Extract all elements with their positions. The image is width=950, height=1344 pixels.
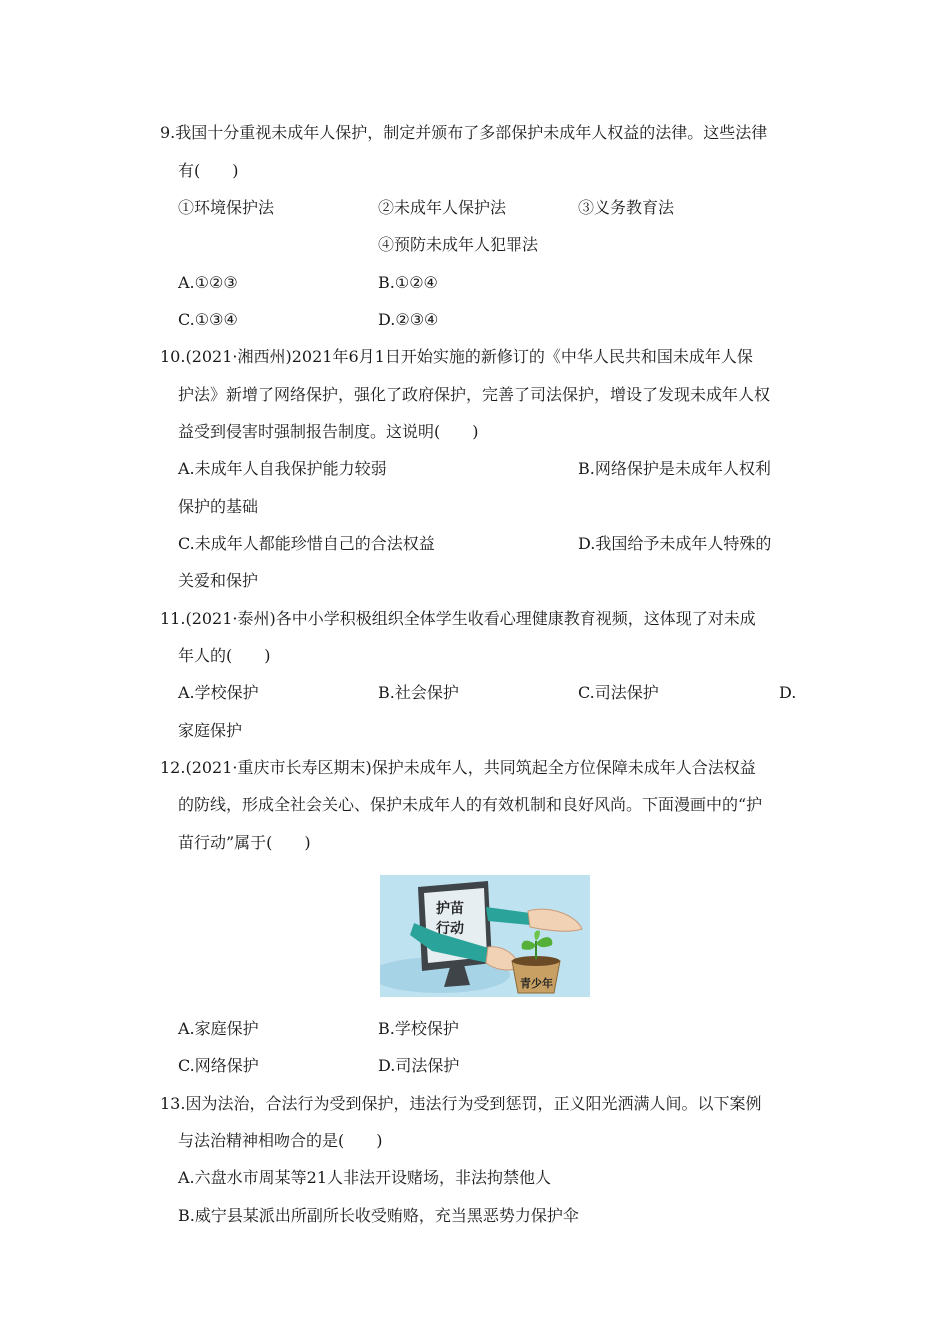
q11-option-c: C.司法保护 <box>578 683 659 702</box>
q9-option-a: A.①②③ <box>178 273 238 292</box>
q12-stem-line-3: 苗行动”属于( ) <box>178 833 311 852</box>
q9-item-1: ①环境保护法 <box>178 198 275 217</box>
q9-option-d: D.②③④ <box>378 310 439 329</box>
q10-stem-line-2: 护法》新增了网络保护，强化了政府保护，完善了司法保护，增设了发现未成年人权 <box>178 385 771 404</box>
screen-text-line-1: 护苗 <box>436 901 464 917</box>
q12-cartoon <box>380 875 590 997</box>
q9-option-c: C.①③④ <box>178 310 238 329</box>
q11-stem-line-2: 年人的( ) <box>178 646 271 665</box>
q9-stem-line-1: 9.我国十分重视未成年人保护，制定并颁布了多部保护未成年人权益的法律。这些法律 <box>160 123 768 142</box>
q9-stem-line-2: 有( ) <box>178 161 239 180</box>
q12-option-d: D.司法保护 <box>378 1056 460 1075</box>
q10-stem-line-3: 益受到侵害时强制报告制度。这说明( ) <box>178 422 479 441</box>
screen-text-line-2: 行动 <box>436 921 464 937</box>
q9-item-4: ④预防未成年人犯罪法 <box>378 235 539 254</box>
q10-option-d: D.我国给予未成年人特殊的 <box>578 534 772 553</box>
q11-option-d-cont: 家庭保护 <box>178 721 243 740</box>
q12-stem-line-2: 的防线，形成全社会关心、保护未成年人的有效机制和良好风尚。下面漫画中的“护 <box>178 795 763 814</box>
pot-label: 青少年 <box>520 977 553 990</box>
cartoon-illustration <box>380 875 590 997</box>
q10-stem-line-1: 10.(2021·湘西州)2021年6月1日开始实施的新修订的《中华人民共和国未成年人保 <box>160 347 753 366</box>
q9-item-3: ③义务教育法 <box>578 198 675 217</box>
q11-option-d: D. <box>779 683 797 702</box>
q11-option-a: A.学校保护 <box>178 683 259 702</box>
q10-option-c: C.未成年人都能珍惜自己的合法权益 <box>178 534 435 553</box>
q10-option-b: B.网络保护是未成年人权利 <box>578 459 771 478</box>
q9-item-2: ②未成年人保护法 <box>378 198 507 217</box>
q11-stem-line-1: 11.(2021·泰州)各中小学积极组织全体学生收看心理健康教育视频，这体现了对未成 <box>160 609 756 628</box>
q10-option-b-cont: 保护的基础 <box>178 497 259 516</box>
q9-option-b: B.①②④ <box>378 273 438 292</box>
q10-option-a: A.未成年人自我保护能力较弱 <box>178 459 387 478</box>
q13-option-a: A.六盘水市周某等21人非法开设赌场，非法拘禁他人 <box>178 1168 552 1187</box>
q10-option-d-cont: 关爱和保护 <box>178 571 259 590</box>
q12-option-c: C.网络保护 <box>178 1056 259 1075</box>
q11-option-b: B.社会保护 <box>378 683 459 702</box>
q13-option-b: B.威宁县某派出所副所长收受贿赂，充当黑恶势力保护伞 <box>178 1206 579 1225</box>
q12-stem-line-1: 12.(2021·重庆市长寿区期末)保护未成年人，共同筑起全方位保障未成年人合法权益 <box>160 758 756 777</box>
q13-stem-line-2: 与法治精神相吻合的是( ) <box>178 1131 383 1150</box>
q12-option-b: B.学校保护 <box>378 1019 459 1038</box>
q12-option-a: A.家庭保护 <box>178 1019 259 1038</box>
q13-stem-line-1: 13.因为法治，合法行为受到保护，违法行为受到惩罚，正义阳光洒满人间。以下案例 <box>160 1094 762 1113</box>
